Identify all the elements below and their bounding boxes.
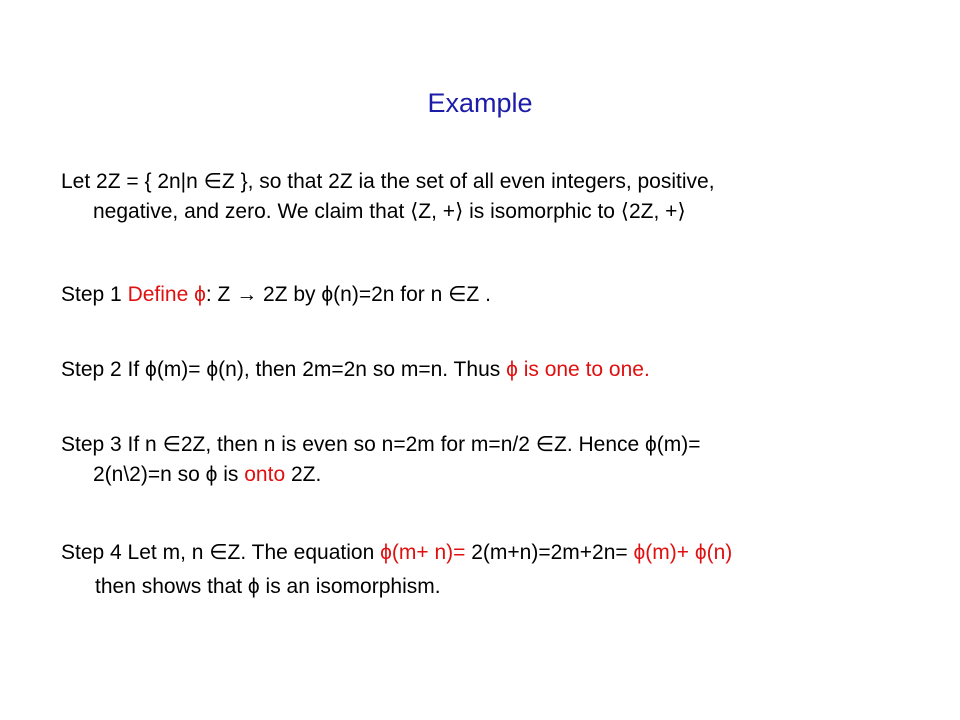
- step-1-define: Define ϕ: [127, 283, 206, 306]
- intro-paragraph: [61, 167, 921, 227]
- step-1-prefix: Step 1: [61, 283, 128, 306]
- step-2-line: [61, 355, 921, 385]
- step-4-line-2: then shows that ϕ is an isomorphism.: [95, 575, 441, 598]
- step-2: [61, 355, 921, 385]
- step-3-line-2-post: 2Z.: [285, 463, 322, 486]
- step-4-phi-terms: ϕ(m)+ ϕ(n): [633, 541, 733, 564]
- step-4-line-1: [61, 536, 921, 570]
- step-1-line: [61, 280, 921, 310]
- step-4: [61, 536, 921, 604]
- step-1-rest: : Z → 2Z by ϕ(n)=2n for n ∈Z .: [205, 283, 491, 306]
- step-4-phi-sum: ϕ(m+ n)=: [380, 541, 466, 564]
- step-2-highlight: is one to one.: [517, 358, 650, 381]
- step-3-onto: onto: [244, 463, 286, 486]
- step-2-prefix: Step 2 If ϕ(m)= ϕ(n), then 2m=2n so m=n. Thus: [61, 358, 507, 381]
- step-1: [61, 280, 921, 310]
- step-2-phi: ϕ: [506, 358, 518, 381]
- intro-line-1: Let 2Z = { 2n|n ∈Z }, so that 2Z ia the set of all even integers, positive,: [61, 170, 715, 193]
- step-3-line-2: [61, 460, 921, 490]
- step-4-pre: Step 4 Let m, n ∈Z. The equation: [61, 541, 381, 564]
- step-3-line-1: Step 3 If n ∈2Z, then n is even so n=2m for m=n/2 ∈Z. Hence ϕ(m)=: [61, 433, 701, 456]
- step-3-line-2-pre: 2(n\2)=n so ϕ is: [93, 463, 245, 486]
- step-3: [61, 430, 921, 490]
- step-4-mid: 2(m+n)=2m+2n=: [465, 541, 634, 564]
- slide-title: Example: [427, 88, 533, 118]
- intro-line-2: negative, and zero. We claim that ⟨Z, +⟩ is isomorphic to ⟨2Z, +⟩: [93, 200, 686, 223]
